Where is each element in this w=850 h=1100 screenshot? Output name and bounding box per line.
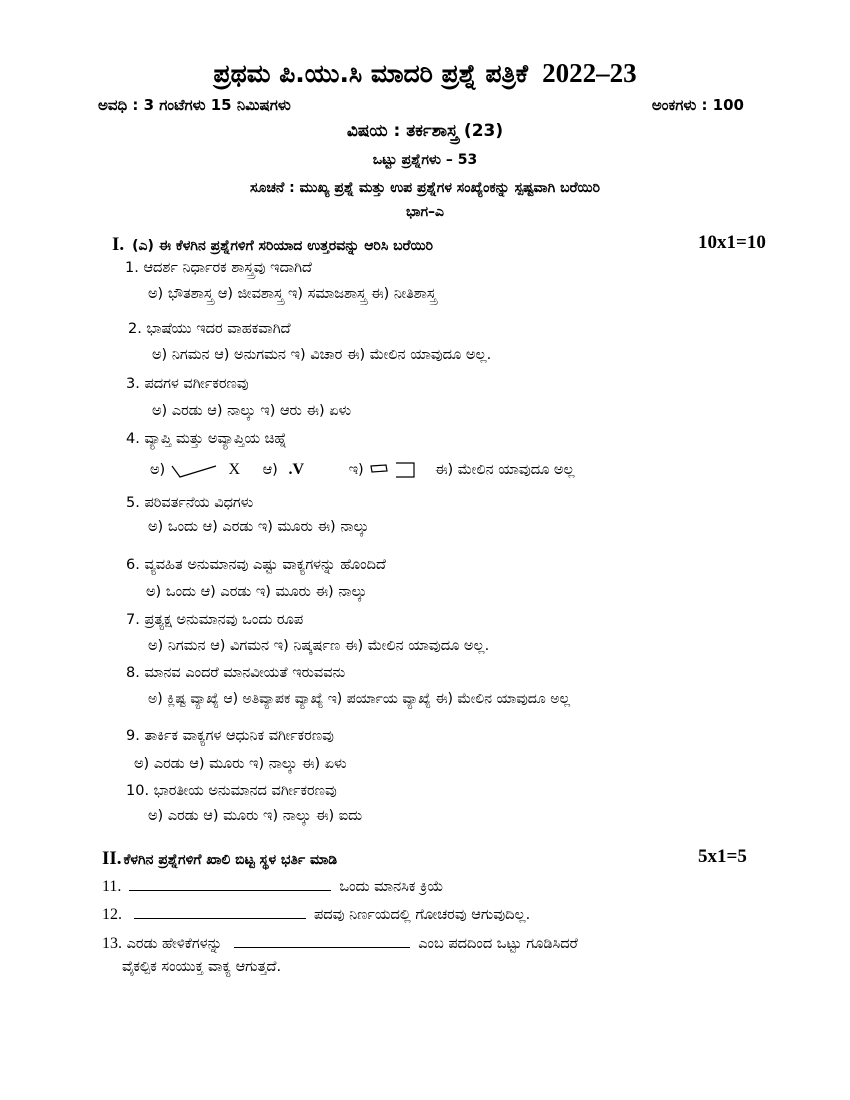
question-6-options: ಅ) ಒಂದು ಆ) ಎರಡು ಇ) ಮೂರು ಈ) ನಾಲ್ಕು [146, 584, 367, 600]
option-b-label: ಆ) [262, 462, 278, 478]
paper-title [0, 58, 850, 89]
v-symbol: .V [288, 461, 305, 478]
slanted-line-symbol-icon [170, 460, 218, 480]
question-13-number: 13. [102, 935, 122, 952]
answer-blank [129, 876, 331, 891]
paper-year: 2022–23 [542, 58, 637, 88]
question-12-number: 12. [102, 906, 122, 923]
section-1-heading-text: (ಎ) ಈ ಕೆಳಗಿನ ಪ್ರಶ್ನೆಗಳಿಗೆ ಸರಿಯಾದ ಉತ್ತರವನ್ನು ಆರಿಸಿ ಬರೆಯಿರಿ [132, 238, 434, 254]
question-10-options: ಅ) ಎರಡು ಆ) ಮೂರು ಇ) ನಾಲ್ಕು ಈ) ಐದು [148, 808, 363, 824]
question-13 [102, 933, 578, 953]
duration: ಅವಧಿ : 3 ಗಂಟೆಗಳು 15 ನಿಮಿಷಗಳು [98, 96, 291, 114]
question-9: 9. ತಾರ್ಕಿಕ ವಾಕ್ಯಗಳ ಆಧುನಿಕ ವರ್ಗೀಕರಣವು [126, 728, 334, 744]
question-4: 4. ವ್ಯಾಪ್ತಿ ಮತ್ತು ಅವ್ಯಾಪ್ತಿಯ ಚಿಹ್ನೆ [126, 431, 287, 447]
question-10: 10. ಭಾರತೀಯ ಅನುಮಾನದ ವರ್ಗೀಕರಣವು [126, 783, 337, 799]
section-2-number: II. [102, 848, 122, 869]
question-12-text: ಪದವು ನಿರ್ಣಯದಲ್ಲಿ ಗೋಚರವು ಆಗುವುದಿಲ್ಲ. [314, 907, 531, 923]
instruction: ಸೂಚನೆ : ಮುಖ್ಯ ಪ್ರಶ್ನೆ ಮತ್ತು ಉಪ ಪ್ರಶ್ನೆಗಳ ಸಂಖ್ಯೆಂಕನ್ನು ಸ್ಪಷ್ಟವಾಗಿ ಬರೆಯಿರಿ [250, 180, 600, 196]
question-12 [102, 904, 530, 924]
question-11-number: 11. [102, 878, 122, 895]
question-13-text-after: ಎಂಬ ಪದದಿಂದ ಒಟ್ಟು ಗೂಡಿಸಿದರೆ [418, 936, 578, 952]
paper-title-text: ಪ್ರಥಮ ಪಿ.ಯು.ಸಿ ಮಾದರಿ ಪ್ರಶ್ನೆ ಪತ್ರಿಕೆ [213, 59, 529, 88]
question-2: 2. ಭಾಷೆಯು ಇದರ ವಾಹಕವಾಗಿದೆ [128, 321, 291, 337]
section-1-heading [112, 234, 433, 256]
subject: ವಿಷಯ : ತರ್ಕಶಾಸ್ತ್ರ (23) [346, 121, 504, 141]
answer-blank [134, 904, 306, 919]
question-11-text: ಒಂದು ಮಾನಸಿಕ ಕ್ರಿಯೆ [339, 879, 444, 895]
bracket-symbol-icon [368, 460, 420, 480]
question-11 [102, 876, 443, 896]
max-marks: ಅಂಕಗಳು : 100 [651, 96, 744, 114]
question-3-options: ಅ) ಎರಡು ಆ) ನಾಲ್ಕು ಇ) ಆರು ಈ) ಏಳು [152, 403, 352, 419]
total-questions: ಒಟ್ಟು ಪ್ರಶ್ನೆಗಳು – 53 [372, 152, 478, 168]
section-2-marks: 5x1=5 [698, 846, 747, 867]
question-5-options: ಅ) ಒಂದು ಆ) ಎರಡು ಇ) ಮೂರು ಈ) ನಾಲ್ಕು [148, 519, 369, 535]
section-2-heading-text: ಕೆಳಗಿನ ಪ್ರಶ್ನೆಗಳಿಗೆ ಖಾಲಿ ಬಿಟ್ಟ ಸ್ಥಳ ಭರ್ತಿ ಮಾಡಿ [123, 852, 338, 868]
section-2-heading [102, 848, 337, 870]
question-7: 7. ಪ್ರತ್ಯಕ್ಷ ಅನುಮಾನವು ಒಂದು ರೂಪ [126, 612, 304, 628]
option-a-label: ಅ) [150, 462, 166, 478]
answer-blank [234, 933, 410, 948]
question-9-options: ಅ) ಎರಡು ಆ) ಮೂರು ಇ) ನಾಲ್ಕು ಈ) ಏಳು [134, 756, 347, 772]
question-13-line-2: ವೈಕಲ್ಪಿಕ ಸಂಯುಕ್ತ ವಾಕ್ಯ ಆಗುತ್ತದೆ. [122, 959, 282, 975]
x-symbol: X [228, 461, 240, 478]
question-1: 1. ಆದರ್ಶ ನಿರ್ಧಾರಕ ಶಾಸ್ತ್ರವು ಇದಾಗಿದೆ [125, 260, 312, 276]
section-1-marks: 10x1=10 [698, 232, 766, 253]
question-6: 6. ವ್ಯವಹಿತ ಅನುಮಾನವು ಎಷ್ಟು ವಾಕ್ಯಗಳನ್ನು ಹೊಂದಿದೆ [126, 557, 386, 573]
question-2-options: ಅ) ನಿಗಮನ ಆ) ಅನುಗಮನ ಇ) ವಿಚಾರ ಈ) ಮೇಲಿನ ಯಾವುದೂ ಅಲ್ಲ. [152, 347, 492, 363]
part-title: ಭಾಗ–ಎ [405, 204, 445, 220]
question-7-options: ಅ) ನಿಗಮನ ಆ) ವಿಗಮನ ಇ) ನಿಷ್ಕರ್ಷಣ ಈ) ಮೇಲಿನ ಯಾವುದೂ ಅಲ್ಲ. [148, 638, 490, 654]
question-5: 5. ಪರಿವರ್ತನೆಯ ವಿಧಗಳು [126, 495, 254, 511]
section-1-number: I. [112, 234, 125, 255]
question-3: 3. ಪದಗಳ ವರ್ಗೀಕರಣವು [126, 376, 249, 392]
option-d-label: ಈ) ಮೇಲಿನ ಯಾವುದೂ ಅಲ್ಲ [434, 462, 575, 478]
option-c-label: ಇ) [348, 462, 364, 478]
question-13-text-before: ಎರಡು ಹೇಳಿಕೆಗಳನ್ನು [126, 936, 223, 952]
question-8-options: ಅ) ಕ್ಲಿಷ್ಟ ವ್ಯಾಖ್ಯೆ ಆ) ಅತಿವ್ಯಾಪಕ ವ್ಯಾಖ್ಯೆ ಇ) ಪರ್ಯಾಯ ವ್ಯಾಖ್ಯೆ ಈ) ಮೇಲಿನ ಯಾವುದೂ ಅಲ್ಲ [148, 691, 571, 707]
question-4-options [150, 460, 575, 480]
question-8: 8. ಮಾನವ ಎಂದರೆ ಮಾನವೀಯತೆ ಇರುವವನು [126, 665, 346, 681]
question-1-options: ಅ) ಭೌತಶಾಸ್ತ್ರ ಆ) ಜೀವಶಾಸ್ತ್ರ ಇ) ಸಮಾಜಶಾಸ್ತ್ರ ಈ) ನೀತಿಶಾಸ್ತ್ರ [148, 286, 437, 302]
